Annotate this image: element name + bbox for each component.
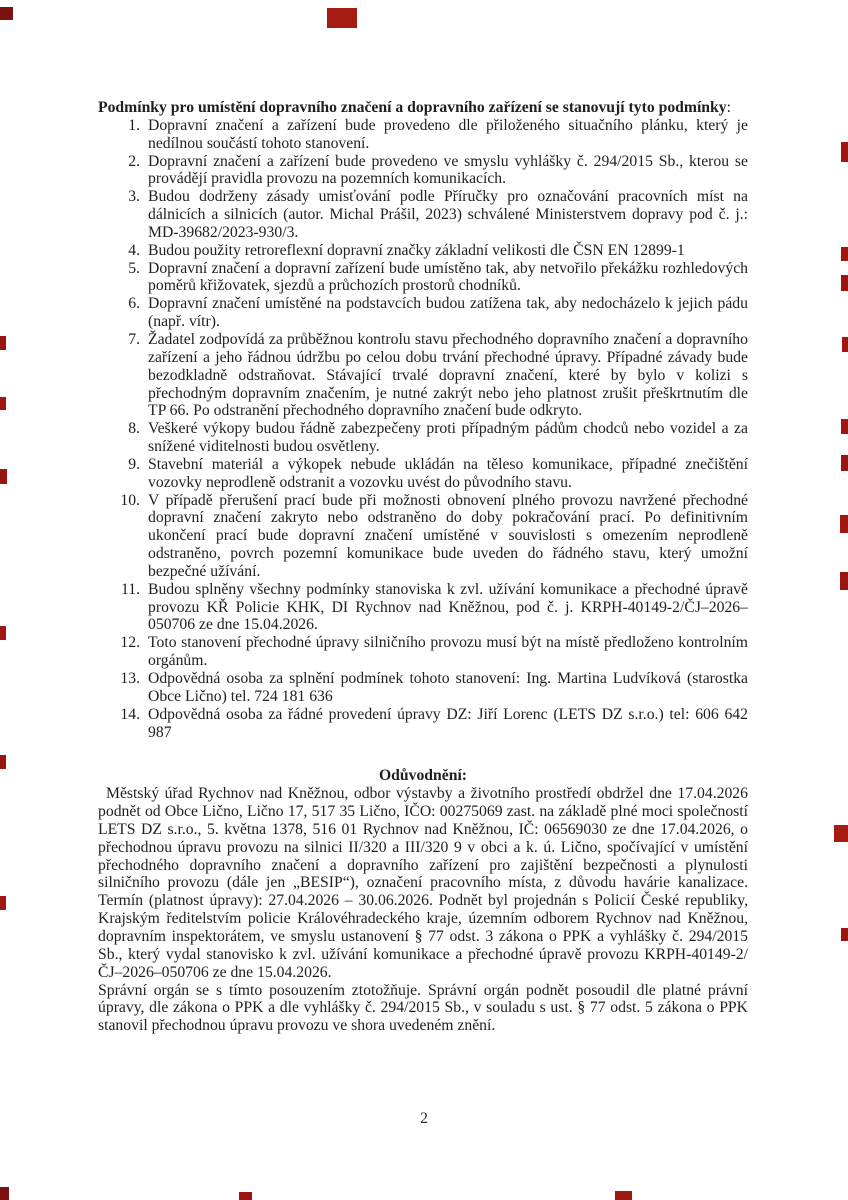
scan-artifact-mark — [840, 572, 848, 590]
condition-item — [98, 492, 748, 581]
condition-text: Odpovědná osoba za splnění podmínek tohoto stanovení: Ing. Martina Ludvíková (starostka Obce Lično) tel. 724 181 636 — [148, 670, 748, 705]
scan-artifact-mark — [0, 1187, 9, 1200]
condition-item — [98, 634, 748, 670]
condition-text: Veškeré výkopy budou řádně zabezpečeny proti případným pádům chodců nebo vozidel a za snížené viditelnosti budou osvětleny. — [148, 420, 748, 456]
scan-artifact-mark — [842, 337, 848, 352]
condition-item — [98, 706, 748, 742]
scan-artifact-mark — [0, 469, 7, 484]
conditions-list — [98, 117, 748, 742]
condition-text: Dopravní značení umístěné na podstavcích budou zatížena tak, aby nedocházelo k jejich pádu (např. vítr). — [148, 295, 748, 331]
conditions-heading — [98, 99, 748, 117]
condition-number: 9. — [128, 455, 140, 473]
justification-paragraph-2: Správní orgán se s tímto posouzením ztotožňuje. Správní orgán podnět posoudil dle platné právní úpravy, dle zákona o PPK a dle vyhlášky č. 294/2015 Sb., v souladu s ust. § 77 odst. 5 zákona o PPK stanovil přechodnou úpravu provozu ve shora uvedeném znění. — [98, 981, 748, 1035]
condition-number: 3. — [128, 188, 140, 206]
scan-artifact-mark — [0, 397, 6, 410]
condition-text: Žadatel zodpovídá za průběžnou kontrolu stavu přechodného dopravního značení a dopravního zařízení a jeho řádnou údržbu po celou dobu trvání přechodné úpravy. Případné závady bude bezodkladně odstraňovat. Stávající trvalé dopravní značení, které by bylo v kolizi s přechodným dopravním značením, je nutné zakrýt nebo jeho platnost zrušit přeškrtnutím dle TP 66. Po odstranění přechodného dopravního značení bude odkryto. — [148, 330, 748, 420]
condition-number: 1. — [128, 116, 140, 134]
scan-artifact-mark — [841, 275, 848, 291]
condition-text: Toto stanovení přechodné úpravy silničního provozu musí být na místě předloženo kontrolním orgánům. — [148, 634, 748, 670]
page-number: 2 — [420, 1110, 428, 1127]
condition-item — [98, 295, 748, 331]
condition-number: 4. — [128, 241, 140, 259]
condition-item — [98, 581, 748, 635]
scan-artifact-mark — [0, 7, 13, 20]
condition-number: 11. — [120, 580, 140, 598]
condition-item — [98, 420, 748, 456]
scan-artifact-mark — [841, 142, 848, 162]
condition-item — [98, 456, 748, 492]
scan-artifact-mark — [841, 928, 848, 941]
scan-artifact-mark — [841, 455, 848, 471]
scan-artifact-mark — [841, 247, 848, 261]
condition-text: Dopravní značení a zařízení bude provedeno ve smyslu vyhlášky č. 294/2015 Sb., kterou se provádějí pravidla provozu na pozemních komunikacích. — [148, 152, 748, 188]
condition-number: 14. — [120, 705, 140, 723]
condition-text: Stavební materiál a výkopek nebude ukládán na těleso komunikace, případné znečištění vozovky neprodleně odstranit a vozovku uvést do původního stavu. — [148, 455, 748, 491]
document-content — [98, 99, 748, 1035]
scan-artifact-mark — [0, 755, 6, 769]
justification-paragraph-1: Městský úřad Rychnov nad Kněžnou, odbor výstavby a životního prostředí obdržel dne 17.04.2026 podnět od Obce Lično, Lično 17, 517 35 Lično, IČO: 00275069 zast. na základě plné moci společností LETS DZ s.r.o., 5. května 1378, 516 01 Rychnov nad Kněžnou, IČ: 06569030 ze dne 17.04.2026, o přechodnou úpravu provozu na silnici II/320 a III/320 9 v obci a k. ú. Lično, spočívající v umístění přechodného dopravního značení a dopravního zařízení pro zajištění bezpečnosti a plynulosti silničního provozu (dále jen „BESIP“), označení pracovního místa, z důvodu havárie kanalizace. Termín (platnost úpravy): 27.04.2026 – 30.06.2026. Podnět byl projednán s Policií České republiky, Krajským ředitelstvím policie Královéhradeckého kraje, územním odborem Rychnov nad Kněžnou, dopravním inspektorátem, ve smyslu ustanovení § 77 odst. 3 zákona o PPK a vyhlášky č. 294/2015 Sb., který vydal stanovisko k zvl. užívání komunikace a přechodné úpravě provozu KRPH-40149-2/ČJ–2026–050706 ze dne 15.04.2026. — [98, 785, 748, 981]
condition-text: V případě přerušení prací bude při možnosti obnovení plného provozu navržené přechodné dopravní značení zakryto nebo odstraněno do doby pokračování prací. Po definitivním ukončení prací bude dopravní značení umístěné v souvislosti s omezením neprodleně odstraněno, povrch pozemní komunikace bude uveden do řádného stavu, který umožní bezpečné užívání. — [148, 491, 748, 580]
scan-artifact-mark — [841, 419, 848, 434]
condition-text: Budou dodrženy zásady umisťování podle Příručky pro označování pracovních míst na dálnicích a silnicích (autor. Michal Prášil, 2023) schválené Ministerstvem dopravy pod č. j.: MD-39682/2023-930/3. — [148, 188, 748, 241]
condition-item — [98, 260, 748, 296]
condition-item — [98, 670, 748, 706]
condition-number: 6. — [128, 295, 140, 313]
scan-artifact-mark — [327, 8, 357, 28]
scan-artifact-mark — [0, 896, 6, 910]
condition-text: Odpovědná osoba za řádné provedení úpravy DZ: Jiří Lorenc (LETS DZ s.r.o.) tel: 606 642 987 — [148, 705, 748, 741]
condition-item — [98, 153, 748, 189]
condition-number: 2. — [128, 152, 140, 170]
condition-text: Budou splněny všechny podmínky stanoviska k zvl. užívání komunikace a přechodné úpravě provozu KŘ Policie KHK, DI Rychnov nad Kněžnou, pod č. j. KRPH-40149-2/ČJ–2026–050706 ze dne 15.04.2026. — [148, 580, 748, 634]
scan-artifact-mark — [834, 825, 848, 842]
scan-artifact-mark — [840, 515, 848, 533]
condition-number: 12. — [120, 634, 140, 652]
condition-number: 7. — [128, 330, 140, 348]
condition-item — [98, 242, 748, 260]
conditions-heading-text: Podmínky pro umístění dopravního značení a dopravního zařízení se stanovují tyto podmínky — [98, 99, 727, 116]
condition-item — [98, 117, 748, 153]
conditions-heading-colon: : — [726, 99, 731, 116]
condition-number: 10. — [120, 491, 140, 509]
scan-artifact-mark — [0, 626, 6, 640]
condition-item — [98, 188, 748, 242]
justification-heading: Odůvodnění: — [378, 767, 468, 785]
condition-number: 5. — [128, 259, 140, 277]
scan-artifact-mark — [615, 1191, 632, 1200]
condition-text: Dopravní značení a dopravní zařízení bude umístěno tak, aby netvořilo překážku rozhledových poměrů křižovatek, sjezdů a průchozích prostorů chodníků. — [148, 259, 748, 295]
scan-artifact-mark — [239, 1192, 252, 1200]
condition-text: Dopravní značení a zařízení bude provedeno dle přiloženého situačního plánku, který je nedílnou součástí tohoto stanovení. — [148, 116, 748, 152]
condition-number: 13. — [120, 670, 140, 687]
scan-artifact-mark — [0, 336, 6, 350]
condition-item — [98, 331, 748, 420]
condition-text: Budou použity retroreflexní dopravní značky základní velikosti dle ČSN EN 12899-1 — [148, 241, 685, 259]
condition-number: 8. — [128, 420, 140, 438]
